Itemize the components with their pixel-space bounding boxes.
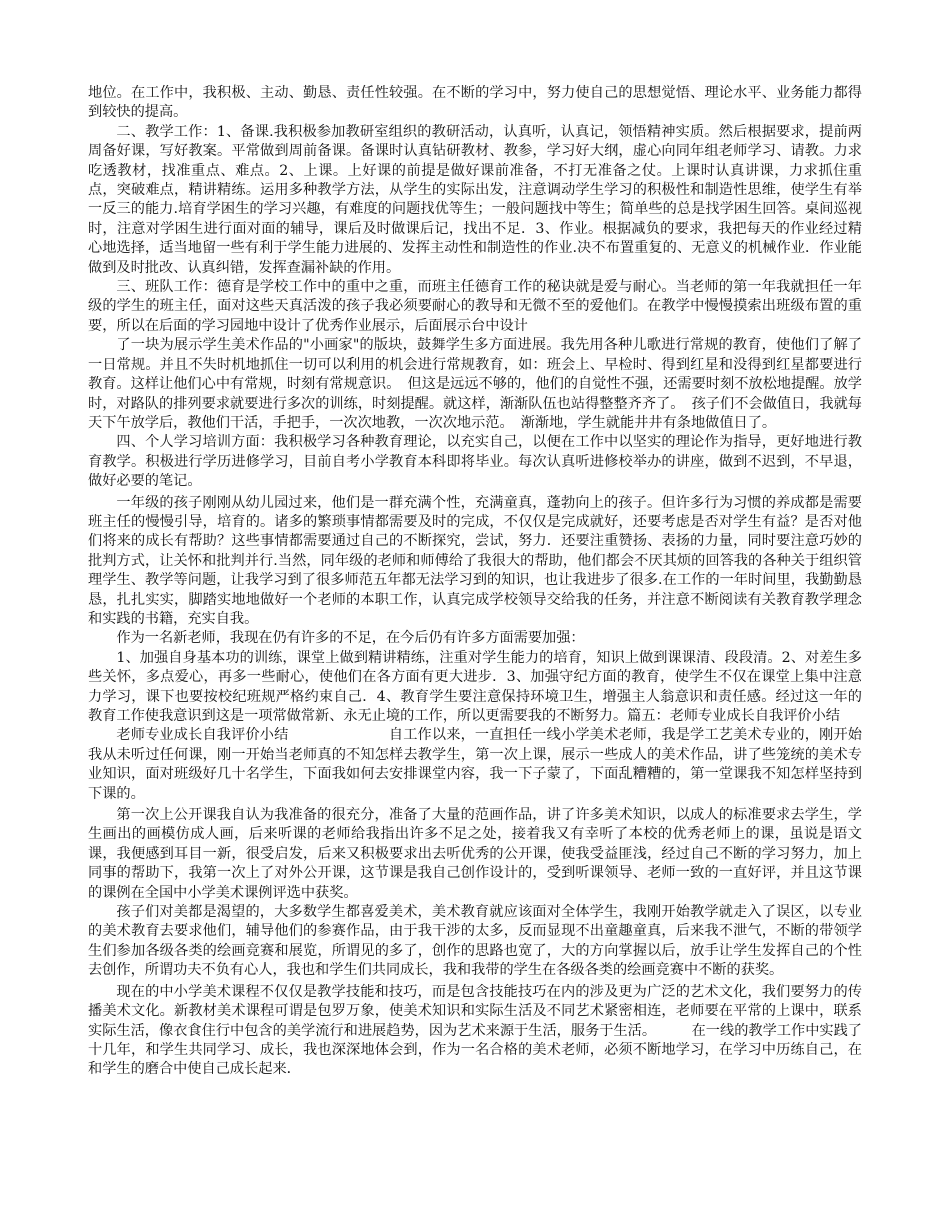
paragraph-2: 二、教学工作：1、备课.我积极参加教研室组织的教研活动，认真听，认真记，领悟精神实质。然后根据要求，提前两周备好课，写好教案。平常做到周前备课。备课时认真钻研教材、教参，学习好大纲，虚心向同年组老师学习、请教。力求吃透教材，找准重点、难点。2、上课。上好课的前提是做好课前准备，不打无准备之仗。上课时认真讲课，力求抓住重点，突破难点，精讲精练。运用多种教学方法，从学生的实际出发，注意调动学生学习的积极性和制造性思维，使学生有举一反三的能力.培育学困生的学习兴趣，有难度的问题找优等生；一般问题找中等生；简单些的总是找学困生回答。桌间巡视时，注意对学困生进行面对面的辅导，课后及时做课后记，找出不足．3、作业。根据减负的要求，我把每天的作业经过精心地选择，适当地留一些有利于学生能力进展的、发挥主动性和制造性的作业.决不布置重复的、无意义的机械作业．作业能做到及时批改、认真纠错，发挥查漏补缺的作用。 <box>88 123 862 276</box>
paragraph-12: 现在的中小学美术课程不仅仅是教学技能和技巧，而是包含技能技巧在内的涉及更为广泛的艺术文化，我们要努力的传播美术文化。新教材美术课程可谓是包罗万象，使美术知识和实际生活及不同艺术紧密相连，老师要在平常的上课中，联系实际生活，像衣食住行中包含的美学流行和进展趋势，因为艺术来源于生活，服务于生活。 在一线的教学工作中实践了十几年，和学生共同学习、成长，我也深深地体会到，作为一名合格的美术老师，必须不断地学习，在学习中历练自己，在和学生的磨合中使自己成长起来． <box>88 983 862 1078</box>
paragraph-9: 老师专业成长自我评价小结 自工作以来，一直担任一线小学美术老师，我是学工艺美术专业的，刚开始我从未听过任何课，刚一开始当老师真的不知怎样去教学生，第一次上课，展示一些成人的美术作品，讲了些笼统的美术专业知识，面对班级好几十名学生，下面我如何去安排课堂内容，我一下子蒙了，下面乱糟糟的，第一堂课我不知怎样坚持到下课的。 <box>88 727 862 802</box>
paragraph-8: 1、加强自身基本功的训练，课堂上做到精讲精练，注重对学生能力的培育，知识上做到课课清、段段清。2、对差生多些关怀，多点爱心，再多一些耐心，使他们在各方面有更大进步．3、加强守纪方面的教育，使学生不仅在课堂上集中注意力学习，课下也要按校纪班规严格约束自己．4、教育学生要注意保持环境卫生，增强主人翁意识和责任感。经过这一年的教育工作使我意识到这是一项常做常新、永无止境的工作，所以更需要我的不断努力。篇五：老师专业成长自我评价小结 <box>88 649 862 724</box>
paragraph-3: 三、班队工作：德育是学校工作中的重中之重，而班主任德育工作的秘诀就是爱与耐心。当老师的第一年我就担任一年级的学生的班主任，面对这些天真活泼的孩子我必须要耐心的教导和无微不至的爱他们。在教学中慢慢摸索出班级布置的重要，所以在后面的学习园地中设计了优秀作业展示，后面展示台中设计 <box>88 279 862 334</box>
paragraph-10: 第一次上公开课我自认为我准备的很充分，准备了大量的范画作品，讲了许多美术知识，以成人的标准要求去学生，学生画出的画模仿成人画，后来听课的老师给我指出许多不足之处，接着我又有幸听了本校的优秀老师上的课，虽说是语文课，我便感到耳目一新，很受启发，后来又积极要求出去听优秀的公开课，使我受益匪浅，经过自己不断的学习努力，加上同事的帮助下，我第一次上了对外公开课，这节课是我自己创作设计的，受到听课领导、老师一致的一直好评，并且这节课的课例在全国中小学美术课例评选中获奖。 <box>88 807 862 901</box>
paragraph-6: 一年级的孩子刚刚从幼儿园过来，他们是一群充满个性，充满童真，蓬勃向上的孩子。但许多行为习惯的养成都是需要班主任的慢慢引导，培育的。诸多的繁琐事情都需要及时的完成，不仅仅是完成就好，还要考虑是否对学生有益？是否对他们将来的成长有帮助？这些事情都需要通过自己的不断探究，尝试，努力．还要注重赞扬、表扬的力量，同时要注意巧妙的批判方式，让关怀和批判并行.当然，同年级的老师和师傅给了我很大的帮助，他们都会不厌其烦的回答我的各种关于组织管理学生、教学等问题，让我学习到了很多师范五年都无法学习到的知识，也让我进步了很多.在工作的一年时间里，我勤勤恳恳，扎扎实实，脚踏实地地做好一个老师的本职工作，认真完成学校领导交给我的任务，并注意不断阅读有关教育教学理念和实践的书籍，充实自我。 <box>88 494 862 627</box>
paragraph-11: 孩子们对美都是渴望的，大多数学生都喜爱美术，美术教育就应该面对全体学生，我刚开始教学就走入了误区，以专业的美术教育去要求他们，辅导他们的参赛作品，由于我干涉的太多，反而显现不出童趣童真，后来我不泄气，不断的带领学生们参加各级各类的绘画竞赛和展览，所谓见的多了，创作的思路也宽了，大的方向掌握以后，放手让学生发挥自己的个性去创作，所谓功夫不负有心人，我也和学生们共同成长，我和我带的学生在各级各类的绘画竞赛中不断的获奖。 <box>88 904 862 979</box>
paragraph-1: 地位。在工作中，我积极、主动、勤恳、责任性较强。在不断的学习中，努力使自己的思想觉悟、理论水平、业务能力都得到较快的提高。 <box>88 85 862 121</box>
paragraph-4: 了一块为展示学生美术作品的"小画家"的版块，鼓舞学生多方面进展。我先用各种儿歌进行常规的教育，使他们了解了一日常规。并且不失时机地抓住一切可以利用的机会进行常规教育，如：班会上、早检时、得到红星和没得到红星都要进行教育。这样让他们心中有常规，时刻有常规意识。 但这是远远不够的，他们的自觉性不强，还需要时刻不放松地提醒。放学时，对路队的排列要求就要进行多次的训练，时刻提醒。就这样，渐渐队伍也站得整整齐齐了。 孩子们不会做值日，我就每天下午放学后，教他们干活，手把手，一次次地教，一次次地示范。 渐渐地，学生就能井井有条地做值日了。 <box>88 337 862 431</box>
paragraph-7: 作为一名新老师，我现在仍有许多的不足，在今后仍有许多方面需要加强： <box>116 630 585 647</box>
paragraph-5: 四、个人学习培训方面：我积极学习各种教育理论，以充实自己，以便在工作中以坚实的理论作为指导，更好地进行教育教学。积极进行学历进修学习，目前自考小学教育本科即将毕业。每次认真听进修校举办的讲座，做到不迟到，不早退，做好必要的笔记。 <box>88 434 862 490</box>
